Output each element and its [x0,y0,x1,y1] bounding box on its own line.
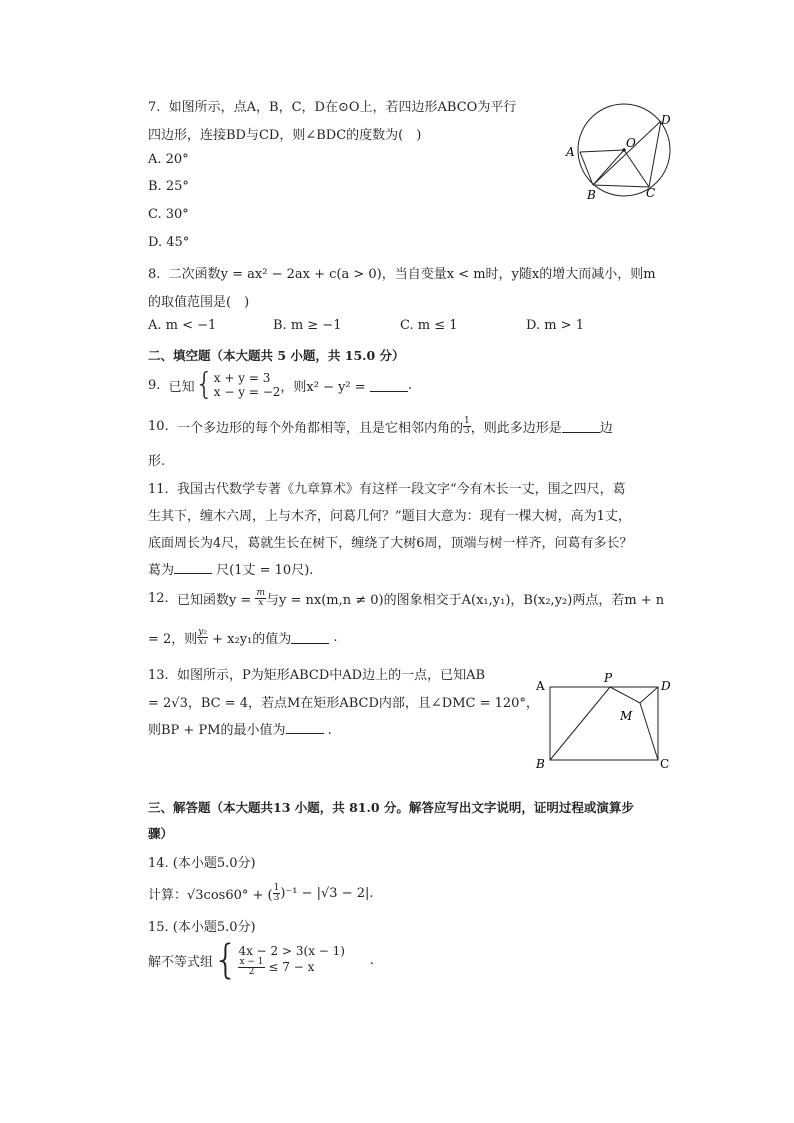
segment-mc [640,703,658,760]
q7-circle-figure [560,100,680,202]
label-o: O [626,136,636,150]
q14-expression: 计算：√3cos60° + ( $\frac{1}{3}$ )⁻¹ − |√3 − 2|. [148,882,374,903]
label-b: B [536,757,545,771]
label-d: D [661,679,671,693]
q7-option-c: C. 30° [148,207,189,222]
label-c: C [646,186,656,200]
q12-line2: = 2，则 $\frac{\text{y₂}}{\text{x₁}}$ + x₂y₁的值为 . [148,626,338,647]
section-3-title: 三、解答题（本大题共13 小题，共 81.0 分。解答应写出文字说明，证明过程或演算步 [148,800,634,815]
label-m: M [620,709,633,723]
answer-blank[interactable] [562,420,600,433]
q7-line2: 四边形，连接BD与CD，则∠BDC的度数为( ) [148,128,422,143]
q7-option-a: A. 20° [148,152,189,167]
q13-line2: = 2√3，BC = 4，若点M在矩形ABCD内部，且∠DMC = 120°， [148,696,539,711]
label-p: P [604,671,613,685]
q9-system: x + y = 3 x − y = −2 [213,371,281,399]
q8-line1: 8. 二次函数y = ax² − 2ax + c(a > 0)，当自变量x < m时，y随x的增大而减小，则m [148,267,656,282]
q8-line2: 的取值范围是( ) [148,295,250,310]
label-c: C [660,757,670,771]
q12-line1: 12. 已知函数y = $\frac{m}{x}$ 与y = nx(m,n ≠ 0)的图象相交于A(x₁,y₁)，B(x₂,y₂)两点，若m + n [148,587,665,608]
q15-system: 解不等式组 { 4x − 2 > 3(x − 1) $\frac{x - 1}{2}$ ≤ 7 − x . [148,937,374,983]
segment-oc [624,150,649,187]
q11-line3: 底面周长为4尺，葛就生长在树下，缠绕了大树6周，顶端与树一样齐，问葛有多长？ [148,536,633,551]
answer-blank[interactable] [291,631,329,644]
q7-option-d: D. 45° [148,235,190,250]
q7-line1: 7. 如图所示，点A，B，C，D在⊙O上，若四边形ABCO为平行 [148,100,517,115]
segment-ao [580,150,624,152]
q8-option-a: A. m < −1 [148,318,217,333]
q13-rectangle-figure [530,670,680,774]
fraction-x-minus-1-over-2: $\frac{x - 1}{2}$ [239,956,264,977]
rectangle-abcd [550,687,658,760]
section-3-title-cont: 骤） [148,826,174,841]
label-b: B [587,188,596,202]
q8-option-b: B. m ≥ −1 [273,318,342,333]
q15-header: 15. (本小题5.0分) [148,920,256,935]
fraction-one-third: $\frac{1}{3}$ [273,882,280,903]
fraction-y2-over-x1: $\frac{\text{y₂}}{\text{x₁}}$ [198,626,207,647]
q8-option-c: C. m ≤ 1 [400,318,458,333]
q10-line1: 10. 一个多边形的每个外角都相等，且是它相邻内角的 $\frac{1}{3}$ ，则此多边形是 边 [148,415,613,436]
q7-option-b: B. 25° [148,179,189,194]
answer-blank[interactable] [286,721,324,734]
q13-line3: 则BP + PM的最小值为 . [148,723,332,738]
q11-line1: 11. 我国古代数学专著《九章算术》有这样一段文字“今有木长一丈，围之四尺，葛 [148,482,626,497]
q15-inequalities: 4x − 2 > 3(x − 1) $\frac{x - 1}{2}$ ≤ 7 − x [238,943,345,977]
label-a: A [566,145,575,159]
answer-blank[interactable] [174,561,212,574]
segment-bc [593,185,649,187]
q11-line2: 生其下，缠木六周，上与木齐，问葛几何？”题目大意为：现有一棵大树，高为1丈， [148,509,631,524]
label-a: A [536,679,545,693]
segment-bo [593,150,624,185]
q9: 9. 已知 { x + y = 3 x − y = −2 ，则x² − y² = . [148,367,412,402]
section-2-title: 二、填空题（本大题共 5 小题，共 15.0 分） [148,348,405,363]
q13-line1: 13. 如图所示，P为矩形ABCD中AD边上的一点，已知AB [148,668,486,683]
brace: { [213,937,239,983]
q10-line2: 形. [148,454,166,469]
fraction-one-third: $\frac{1}{3}$ [463,415,470,436]
brace: { [194,367,214,402]
fraction-m-over-x: $\frac{m}{x}$ [256,587,266,608]
q8-option-d: D. m > 1 [526,318,584,333]
label-d: D [661,113,671,127]
q11-line4: 葛为 尺(1丈 = 10尺). [148,563,314,578]
segment-pm [610,687,640,703]
q14-header: 14. (本小题5.0分) [148,856,256,871]
segment-bp [550,687,610,760]
segment-md [640,687,658,703]
answer-blank[interactable] [370,379,408,392]
